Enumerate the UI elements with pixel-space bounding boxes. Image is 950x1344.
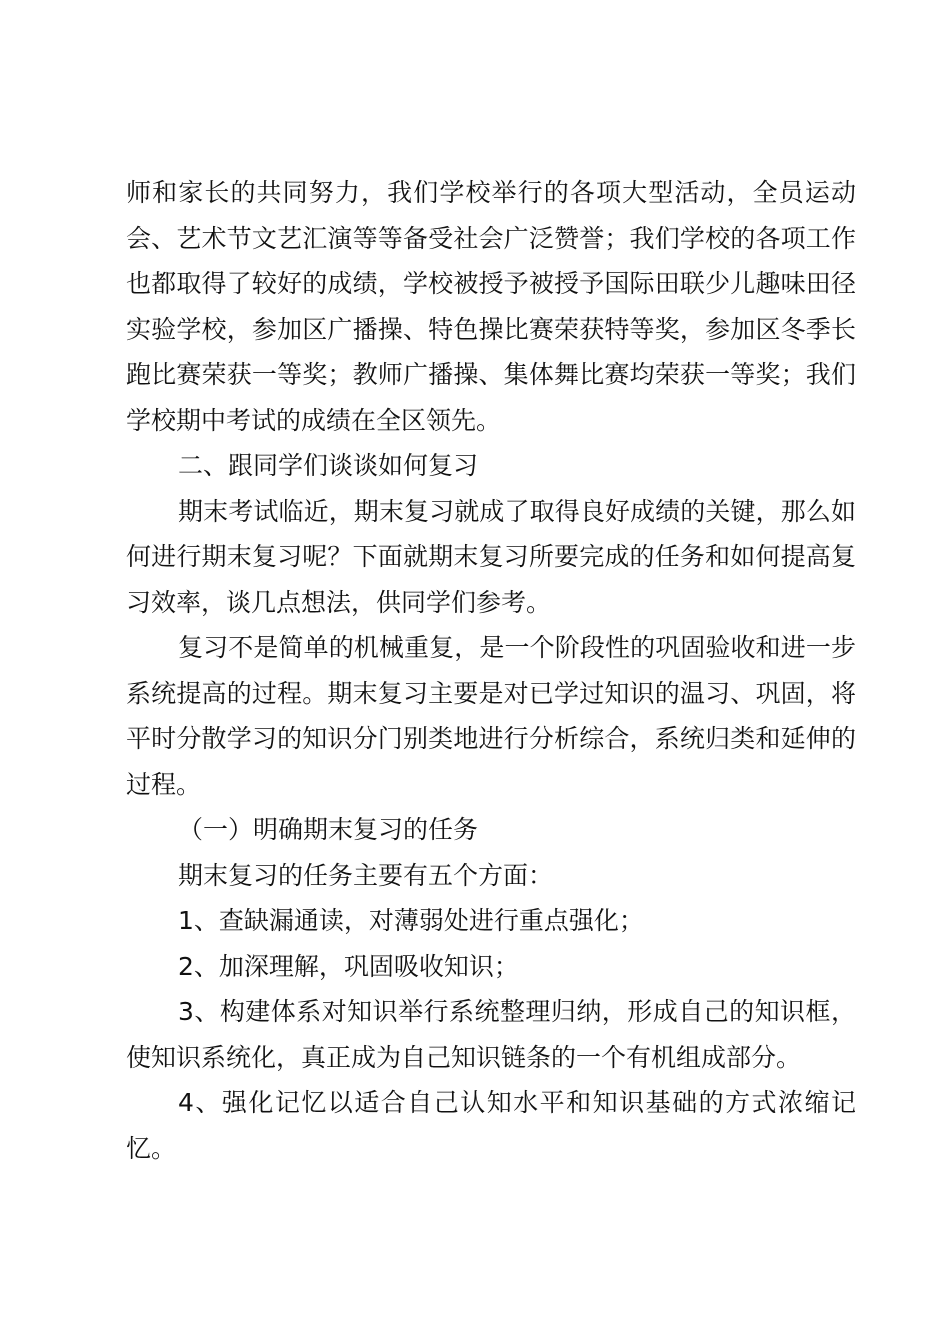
list-item-4: 4、强化记忆以适合自己认知水平和知识基础的方式浓缩记忆。 [126, 1088, 856, 1163]
section-heading-review: 二、跟同学们谈谈如何复习 [178, 451, 479, 480]
paragraph-review-definition: 复习不是简单的机械重复，是一个阶段性的巩固验收和进一步系统提高的过程。期末复习主要是对已学过知识的温习、巩固，将平时分散学习的知识分门别类地进行分析综合，系统归类和延伸的过程。 [126, 633, 856, 799]
list-item-2: 2、加深理解，巩固吸收知识； [178, 951, 519, 981]
paragraph-continued: 师和家长的共同努力，我们学校举行的各项大型活动，全员运动会、艺术节文艺汇演等等备受社会广泛赞誉；我们学校的各项工作也都取得了较好的成绩，学校被授予被授予国际田联少儿趣味田径实验学校，参加区广播操、特色操比赛荣获特等奖，参加区冬季长跑比赛荣获一等奖；教师广播操、集体舞比赛均荣获一等奖；我们学校期中考试的成绩在全区领先。 [126, 178, 856, 435]
paragraph-exam-approaching: 期末考试临近，期末复习就成了取得良好成绩的关键，那么如何进行期末复习呢？下面就期末复习所要完成的任务和如何提高复习效率，谈几点想法，供同学们参考。 [126, 496, 856, 617]
list-item-3: 3、构建体系对知识举行系统整理归纳，形成自己的知识框，使知识系统化，真正成为自己知识链条的一个有机组成部分。 [126, 997, 856, 1072]
list-item-1: 1、查缺漏通读，对薄弱处进行重点强化； [178, 906, 644, 935]
document-body [126, 170, 856, 1171]
subsection-heading-tasks: （一）明确期末复习的任务 [178, 815, 479, 844]
paragraph-five-aspects: 期末复习的任务主要有五个方面： [178, 860, 554, 890]
